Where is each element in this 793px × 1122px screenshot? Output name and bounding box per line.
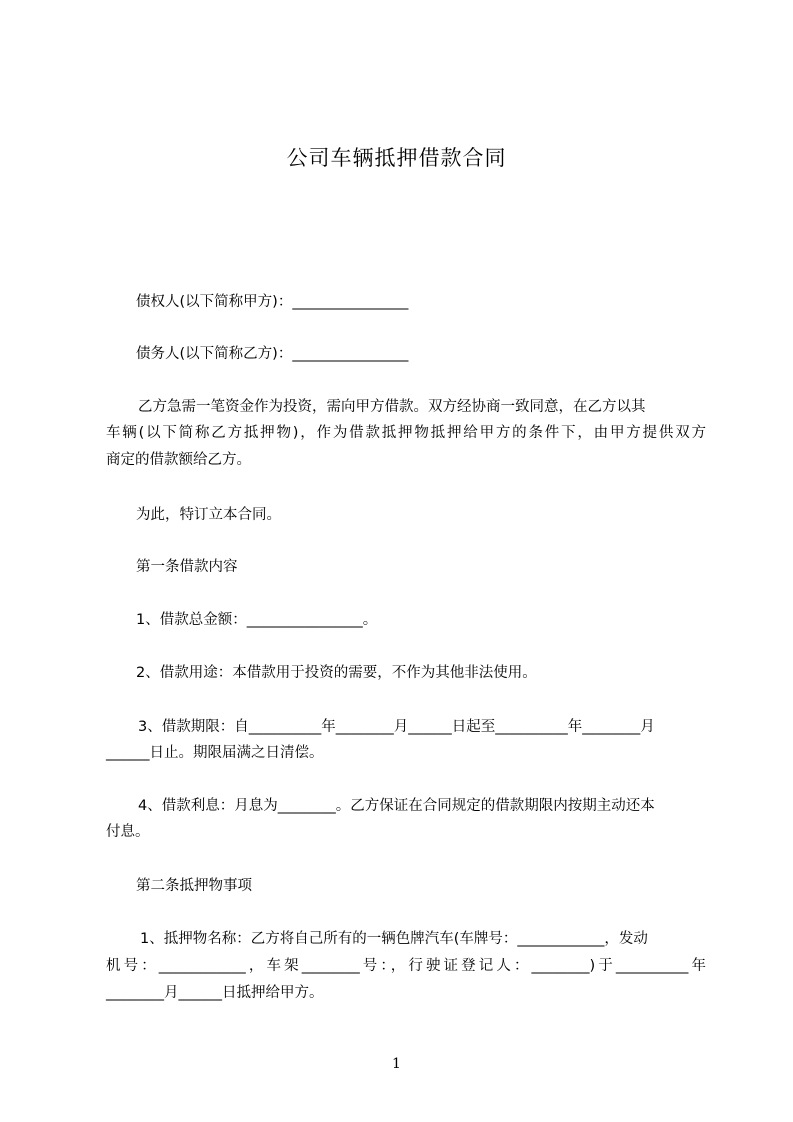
debtor-line: 债务人(以下简称乙方)：________________ [136, 346, 409, 362]
loan-term-line-2: ______日止。期限届满之日清偿。 [106, 745, 324, 761]
loan-interest-line-2: 付息。 [106, 824, 150, 840]
creditor-line: 债权人(以下简称甲方)：________________ [136, 294, 409, 310]
document-title: 公司车辆抵押借款合同 [286, 146, 507, 170]
collateral-line-2: 机号：____________，车架________号：，行驶证登记人：________)于__________年 [106, 958, 706, 974]
hereby-line: 为此，特订立本合同。 [136, 507, 281, 523]
intro-line-3: 商定的借款额给乙方。 [106, 452, 251, 468]
section-heading-2: 第二条抵押物事项 [136, 878, 252, 894]
section-heading-1: 第一条借款内容 [136, 559, 238, 575]
collateral-line-1: 1、抵押物名称：乙方将自己所有的一辆色牌汽车(车牌号：____________，发动 [140, 931, 648, 947]
loan-amount-line: 1、借款总金额：________________。 [136, 612, 378, 628]
loan-term-line-1: 3、借款期限：自__________年________月______日起至__________年________月 [138, 719, 655, 735]
loan-interest-line-1: 4、借款利息：月息为________。乙方保证在合同规定的借款期限内按期主动还本 [138, 798, 655, 814]
loan-purpose-line: 2、借款用途：本借款用于投资的需要，不作为其他非法使用。 [136, 665, 537, 681]
page-number: 1 [392, 1056, 401, 1072]
collateral-line-3: ________月______日抵押给甲方。 [106, 985, 324, 1001]
intro-line-2: 车辆(以下简称乙方抵押物)，作为借款抵押物抵押给甲方的条件下，由甲方提供双方 [106, 425, 706, 441]
intro-line-1: 乙方急需一笔资金作为投资，需向甲方借款。双方经协商一致同意，在乙方以其 [138, 399, 646, 415]
